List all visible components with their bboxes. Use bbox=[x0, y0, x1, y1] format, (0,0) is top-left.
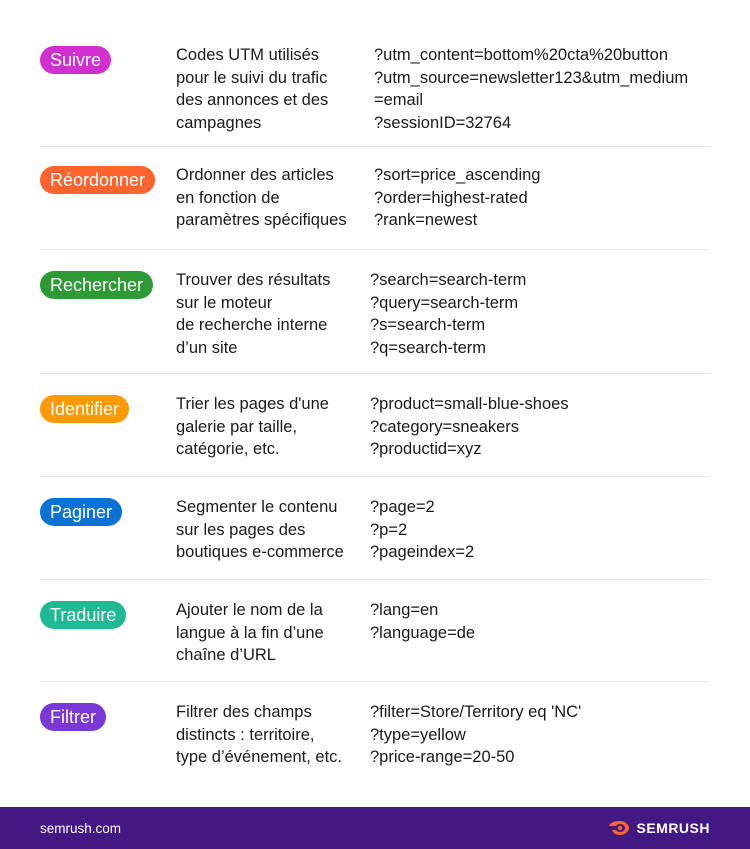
description-line: catégorie, etc. bbox=[176, 440, 280, 458]
parameter-example: ?utm_source=newsletter123&utm_medium bbox=[374, 68, 689, 87]
description-line: Trier les pages d'une bbox=[176, 395, 329, 413]
parameter-example: ?pageindex=2 bbox=[370, 543, 475, 561]
parameter-examples-cell bbox=[370, 701, 710, 769]
description-line: sur le moteur bbox=[176, 293, 273, 312]
semrush-fire-icon bbox=[608, 820, 630, 836]
tag-cell bbox=[40, 269, 176, 299]
parameter-example: ?type=yellow bbox=[370, 725, 466, 744]
parameter-row bbox=[40, 147, 710, 250]
parameter-example: ?category=sneakers bbox=[370, 417, 520, 436]
description-line: paramètres spécifiques bbox=[176, 211, 347, 229]
parameter-row bbox=[40, 682, 710, 782]
description-line: distincts : territoire, bbox=[176, 725, 315, 744]
description-line: Codes UTM utilisés bbox=[176, 46, 320, 64]
description-line: campagnes bbox=[176, 113, 262, 132]
category-badge: Rechercher bbox=[40, 271, 153, 299]
description-cell bbox=[176, 701, 374, 769]
brand-name: SEMRUSH bbox=[636, 820, 710, 836]
parameter-example: ?price-range=20-50 bbox=[370, 748, 515, 766]
description-line: langue à la fin d’une bbox=[176, 623, 324, 642]
parameters-table bbox=[40, 30, 710, 782]
parameter-example: ?sort=price_ascending bbox=[374, 166, 541, 184]
tag-cell bbox=[40, 393, 176, 423]
parameter-row bbox=[40, 477, 710, 580]
parameter-example: ?productid=xyz bbox=[370, 440, 482, 458]
description-line: de recherche interne bbox=[176, 316, 328, 334]
parameter-example: ?lang=en bbox=[370, 601, 439, 619]
description-line: Ordonner des articles bbox=[176, 166, 334, 184]
parameter-row bbox=[40, 580, 710, 682]
description-cell bbox=[176, 496, 374, 564]
footer-site: semrush.com bbox=[40, 820, 122, 836]
tag-cell bbox=[40, 496, 176, 526]
tag-cell bbox=[40, 44, 176, 74]
parameter-example: ?order=highest-rated bbox=[374, 188, 528, 207]
parameter-example: ?q=search-term bbox=[370, 338, 487, 357]
category-badge: Traduire bbox=[40, 601, 126, 629]
parameter-example: ?product=small-blue-shoes bbox=[370, 395, 569, 413]
description-line: Trouver des résultats bbox=[176, 271, 331, 289]
parameter-example: ?filter=Store/Territory eq 'NC' bbox=[370, 703, 582, 721]
parameter-examples-cell bbox=[370, 269, 710, 359]
parameter-examples-cell bbox=[374, 44, 710, 134]
description-line: galerie par taille, bbox=[176, 417, 298, 436]
parameter-examples-cell bbox=[374, 164, 710, 232]
description-line: des annonces et des bbox=[176, 91, 329, 109]
parameter-example: ?query=search-term bbox=[370, 293, 519, 312]
parameter-example: ?s=search-term bbox=[370, 316, 486, 334]
parameter-example: ?search=search-term bbox=[370, 271, 527, 289]
description-line: Filtrer des champs bbox=[176, 703, 312, 721]
parameter-example: ?language=de bbox=[370, 623, 476, 642]
description-cell bbox=[176, 44, 374, 134]
category-badge: Paginer bbox=[40, 498, 122, 526]
description-line: type d’événement, etc. bbox=[176, 748, 343, 766]
parameter-examples-cell bbox=[370, 496, 710, 564]
category-badge: Suivre bbox=[40, 46, 111, 74]
category-badge: Réordonner bbox=[40, 166, 155, 194]
parameter-row bbox=[40, 374, 710, 477]
parameter-examples-cell bbox=[370, 599, 710, 644]
description-line: Ajouter le nom de la bbox=[176, 601, 323, 619]
tag-cell bbox=[40, 701, 176, 731]
parameter-example: ?p=2 bbox=[370, 520, 408, 539]
tag-cell bbox=[40, 599, 176, 629]
description-cell bbox=[176, 393, 374, 461]
description-line: en fonction de bbox=[176, 188, 280, 207]
description-line: pour le suivi du trafic bbox=[176, 68, 328, 87]
description-line: sur les pages des bbox=[176, 520, 306, 539]
parameter-examples-cell bbox=[370, 393, 710, 461]
description-line: chaîne d’URL bbox=[176, 646, 276, 664]
description-line: d’un site bbox=[176, 338, 238, 357]
parameter-example: ?rank=newest bbox=[374, 211, 478, 229]
parameter-example: ?utm_content=bottom%20cta%20button bbox=[374, 46, 668, 64]
parameter-example: =email bbox=[374, 91, 424, 109]
description-line: Segmenter le contenu bbox=[176, 498, 338, 516]
parameter-example: ?sessionID=32764 bbox=[374, 113, 512, 132]
description-cell bbox=[176, 269, 374, 359]
semrush-logo bbox=[608, 820, 710, 836]
category-badge: Identifier bbox=[40, 395, 129, 423]
description-cell bbox=[176, 599, 374, 667]
footer bbox=[0, 807, 750, 849]
tag-cell bbox=[40, 164, 176, 194]
parameter-row bbox=[40, 30, 710, 147]
parameter-example: ?page=2 bbox=[370, 498, 435, 516]
description-line: boutiques e-commerce bbox=[176, 543, 344, 561]
description-cell bbox=[176, 164, 374, 232]
category-badge: Filtrer bbox=[40, 703, 106, 731]
parameter-row bbox=[40, 250, 710, 374]
